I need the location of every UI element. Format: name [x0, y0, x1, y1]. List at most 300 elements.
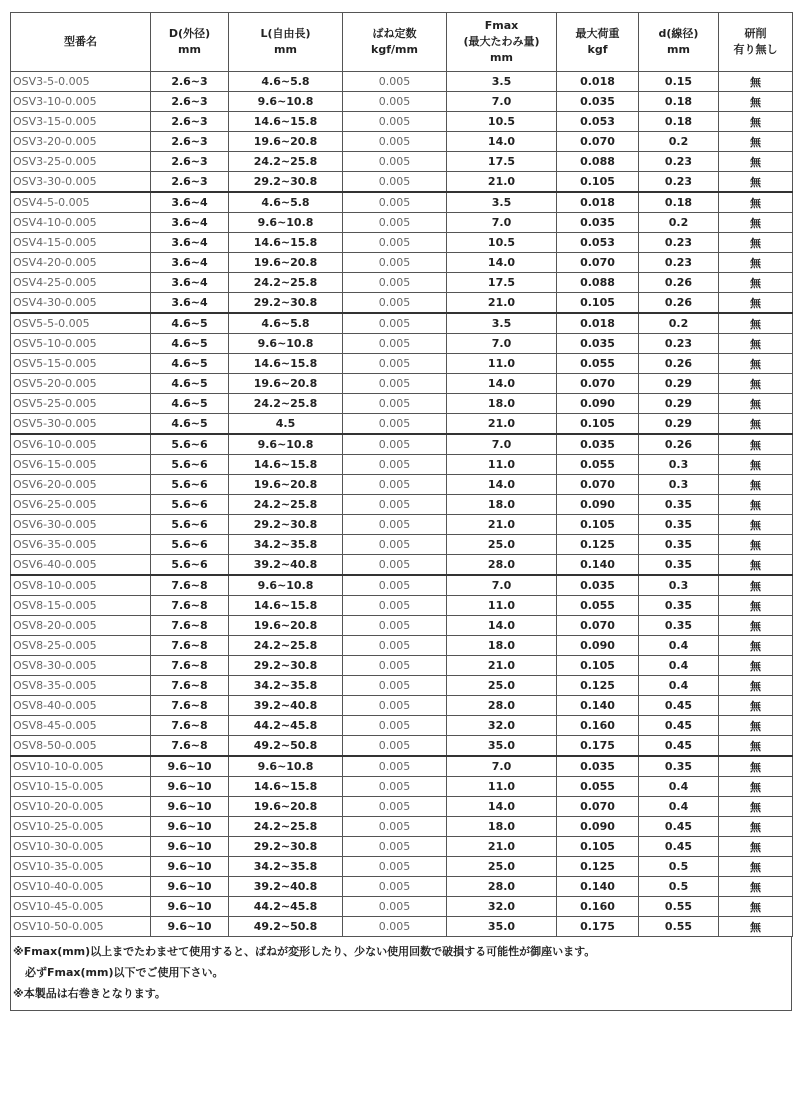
cell-wire-diameter: 0.23 [639, 253, 719, 273]
cell-max-load: 0.018 [557, 192, 639, 213]
cell-outer-diameter: 3.6~4 [151, 213, 229, 233]
table-row [11, 394, 793, 414]
cell-max-load: 0.035 [557, 434, 639, 455]
cell-max-load: 0.090 [557, 636, 639, 656]
cell-grinding: 無 [719, 817, 793, 837]
cell-fmax: 17.5 [447, 152, 557, 172]
cell-fmax: 21.0 [447, 172, 557, 193]
cell-grinding: 無 [719, 636, 793, 656]
cell-wire-diameter: 0.2 [639, 132, 719, 152]
cell-wire-diameter: 0.45 [639, 736, 719, 757]
cell-wire-diameter: 0.2 [639, 213, 719, 233]
cell-spring-rate: 0.005 [343, 172, 447, 193]
cell-spring-rate: 0.005 [343, 92, 447, 112]
table-row [11, 233, 793, 253]
cell-model: OSV5-25-0.005 [11, 394, 151, 414]
cell-grinding: 無 [719, 92, 793, 112]
cell-grinding: 無 [719, 596, 793, 616]
cell-grinding: 無 [719, 736, 793, 757]
header-free-length-line: mm [274, 43, 297, 56]
table-row [11, 756, 793, 777]
cell-free-length: 9.6~10.8 [229, 213, 343, 233]
cell-free-length: 9.6~10.8 [229, 92, 343, 112]
cell-free-length: 14.6~15.8 [229, 354, 343, 374]
cell-grinding: 無 [719, 676, 793, 696]
cell-free-length: 4.5 [229, 414, 343, 435]
cell-outer-diameter: 7.6~8 [151, 736, 229, 757]
cell-spring-rate: 0.005 [343, 112, 447, 132]
header-spring-rate [343, 13, 447, 72]
cell-outer-diameter: 9.6~10 [151, 857, 229, 877]
header-model-line: 型番名 [64, 35, 97, 48]
cell-max-load: 0.105 [557, 656, 639, 676]
cell-grinding: 無 [719, 273, 793, 293]
header-fmax-line: (最大たわみ量) [463, 35, 540, 48]
header-fmax-line: mm [490, 51, 513, 64]
cell-fmax: 11.0 [447, 777, 557, 797]
table-row [11, 192, 793, 213]
cell-wire-diameter: 0.15 [639, 72, 719, 92]
cell-free-length: 19.6~20.8 [229, 797, 343, 817]
spring-spec-sheet [10, 12, 792, 1011]
cell-wire-diameter: 0.5 [639, 857, 719, 877]
cell-free-length: 49.2~50.8 [229, 736, 343, 757]
cell-max-load: 0.018 [557, 313, 639, 334]
header-wire-diameter [639, 13, 719, 72]
cell-spring-rate: 0.005 [343, 192, 447, 213]
cell-model: OSV8-20-0.005 [11, 616, 151, 636]
cell-free-length: 24.2~25.8 [229, 152, 343, 172]
cell-wire-diameter: 0.55 [639, 917, 719, 937]
cell-max-load: 0.088 [557, 152, 639, 172]
cell-max-load: 0.035 [557, 575, 639, 596]
table-row [11, 515, 793, 535]
cell-spring-rate: 0.005 [343, 313, 447, 334]
cell-free-length: 9.6~10.8 [229, 575, 343, 596]
table-row [11, 132, 793, 152]
cell-fmax: 25.0 [447, 535, 557, 555]
cell-grinding: 無 [719, 877, 793, 897]
cell-model: OSV8-30-0.005 [11, 656, 151, 676]
cell-fmax: 18.0 [447, 636, 557, 656]
cell-spring-rate: 0.005 [343, 676, 447, 696]
cell-grinding: 無 [719, 132, 793, 152]
cell-spring-rate: 0.005 [343, 394, 447, 414]
header-max-load-line: kgf [587, 43, 608, 56]
cell-grinding: 無 [719, 152, 793, 172]
cell-grinding: 無 [719, 756, 793, 777]
table-row [11, 676, 793, 696]
cell-model: OSV5-5-0.005 [11, 313, 151, 334]
cell-max-load: 0.105 [557, 172, 639, 193]
cell-fmax: 32.0 [447, 716, 557, 736]
cell-outer-diameter: 3.6~4 [151, 273, 229, 293]
cell-spring-rate: 0.005 [343, 797, 447, 817]
table-row [11, 72, 793, 92]
cell-spring-rate: 0.005 [343, 656, 447, 676]
cell-model: OSV4-15-0.005 [11, 233, 151, 253]
cell-fmax: 14.0 [447, 374, 557, 394]
cell-spring-rate: 0.005 [343, 716, 447, 736]
cell-model: OSV10-25-0.005 [11, 817, 151, 837]
cell-free-length: 4.6~5.8 [229, 313, 343, 334]
table-row [11, 616, 793, 636]
table-row [11, 857, 793, 877]
cell-wire-diameter: 0.35 [639, 535, 719, 555]
header-spring-rate-line: ばね定数 [372, 27, 417, 40]
cell-spring-rate: 0.005 [343, 293, 447, 314]
table-row [11, 475, 793, 495]
table-row [11, 172, 793, 193]
table-row [11, 374, 793, 394]
cell-grinding: 無 [719, 897, 793, 917]
table-row [11, 293, 793, 314]
cell-fmax: 21.0 [447, 293, 557, 314]
cell-fmax: 7.0 [447, 92, 557, 112]
cell-model: OSV6-20-0.005 [11, 475, 151, 495]
cell-wire-diameter: 0.3 [639, 475, 719, 495]
cell-spring-rate: 0.005 [343, 515, 447, 535]
cell-spring-rate: 0.005 [343, 374, 447, 394]
cell-free-length: 19.6~20.8 [229, 253, 343, 273]
cell-max-load: 0.140 [557, 877, 639, 897]
cell-spring-rate: 0.005 [343, 575, 447, 596]
header-outer-diameter-line: mm [178, 43, 201, 56]
cell-wire-diameter: 0.3 [639, 575, 719, 596]
cell-wire-diameter: 0.4 [639, 636, 719, 656]
table-row [11, 897, 793, 917]
cell-wire-diameter: 0.4 [639, 797, 719, 817]
cell-grinding: 無 [719, 495, 793, 515]
cell-fmax: 3.5 [447, 313, 557, 334]
cell-model: OSV8-10-0.005 [11, 575, 151, 596]
cell-outer-diameter: 5.6~6 [151, 434, 229, 455]
cell-max-load: 0.035 [557, 213, 639, 233]
table-row [11, 112, 793, 132]
cell-fmax: 25.0 [447, 857, 557, 877]
cell-max-load: 0.175 [557, 736, 639, 757]
cell-max-load: 0.090 [557, 394, 639, 414]
cell-outer-diameter: 2.6~3 [151, 72, 229, 92]
cell-grinding: 無 [719, 837, 793, 857]
cell-wire-diameter: 0.18 [639, 192, 719, 213]
cell-free-length: 49.2~50.8 [229, 917, 343, 937]
cell-fmax: 7.0 [447, 575, 557, 596]
cell-outer-diameter: 4.6~5 [151, 354, 229, 374]
cell-free-length: 39.2~40.8 [229, 696, 343, 716]
table-row [11, 917, 793, 937]
header-free-length-line: L(自由長) [260, 27, 311, 40]
cell-fmax: 11.0 [447, 354, 557, 374]
cell-max-load: 0.105 [557, 293, 639, 314]
cell-max-load: 0.055 [557, 455, 639, 475]
cell-grinding: 無 [719, 575, 793, 596]
cell-outer-diameter: 2.6~3 [151, 132, 229, 152]
cell-outer-diameter: 7.6~8 [151, 716, 229, 736]
cell-outer-diameter: 5.6~6 [151, 455, 229, 475]
cell-outer-diameter: 4.6~5 [151, 394, 229, 414]
cell-free-length: 34.2~35.8 [229, 676, 343, 696]
cell-free-length: 24.2~25.8 [229, 495, 343, 515]
cell-fmax: 28.0 [447, 555, 557, 576]
cell-grinding: 無 [719, 656, 793, 676]
header-wire-diameter-line: d(線径) [658, 27, 699, 40]
cell-spring-rate: 0.005 [343, 72, 447, 92]
cell-outer-diameter: 4.6~5 [151, 313, 229, 334]
cell-wire-diameter: 0.26 [639, 354, 719, 374]
cell-free-length: 24.2~25.8 [229, 636, 343, 656]
cell-outer-diameter: 7.6~8 [151, 616, 229, 636]
cell-outer-diameter: 2.6~3 [151, 172, 229, 193]
cell-free-length: 34.2~35.8 [229, 857, 343, 877]
cell-wire-diameter: 0.18 [639, 112, 719, 132]
cell-max-load: 0.125 [557, 857, 639, 877]
cell-model: OSV10-45-0.005 [11, 897, 151, 917]
cell-outer-diameter: 4.6~5 [151, 374, 229, 394]
cell-wire-diameter: 0.45 [639, 696, 719, 716]
cell-max-load: 0.105 [557, 837, 639, 857]
cell-fmax: 21.0 [447, 414, 557, 435]
cell-model: OSV6-40-0.005 [11, 555, 151, 576]
cell-spring-rate: 0.005 [343, 434, 447, 455]
cell-wire-diameter: 0.4 [639, 777, 719, 797]
cell-spring-rate: 0.005 [343, 132, 447, 152]
cell-max-load: 0.070 [557, 253, 639, 273]
cell-outer-diameter: 7.6~8 [151, 676, 229, 696]
cell-grinding: 無 [719, 334, 793, 354]
cell-free-length: 29.2~30.8 [229, 837, 343, 857]
cell-max-load: 0.055 [557, 777, 639, 797]
cell-spring-rate: 0.005 [343, 817, 447, 837]
cell-max-load: 0.035 [557, 92, 639, 112]
cell-fmax: 14.0 [447, 253, 557, 273]
cell-model: OSV3-25-0.005 [11, 152, 151, 172]
cell-grinding: 無 [719, 172, 793, 193]
cell-max-load: 0.070 [557, 797, 639, 817]
cell-model: OSV4-30-0.005 [11, 293, 151, 314]
cell-model: OSV3-20-0.005 [11, 132, 151, 152]
cell-free-length: 19.6~20.8 [229, 132, 343, 152]
cell-outer-diameter: 9.6~10 [151, 756, 229, 777]
cell-max-load: 0.140 [557, 696, 639, 716]
cell-max-load: 0.070 [557, 132, 639, 152]
cell-model: OSV5-15-0.005 [11, 354, 151, 374]
cell-free-length: 9.6~10.8 [229, 756, 343, 777]
cell-model: OSV10-35-0.005 [11, 857, 151, 877]
cell-fmax: 14.0 [447, 797, 557, 817]
table-row [11, 434, 793, 455]
cell-wire-diameter: 0.35 [639, 756, 719, 777]
table-header [11, 13, 793, 72]
cell-grinding: 無 [719, 857, 793, 877]
cell-free-length: 14.6~15.8 [229, 777, 343, 797]
cell-grinding: 無 [719, 112, 793, 132]
cell-model: OSV3-10-0.005 [11, 92, 151, 112]
cell-model: OSV8-45-0.005 [11, 716, 151, 736]
cell-wire-diameter: 0.45 [639, 716, 719, 736]
cell-model: OSV6-15-0.005 [11, 455, 151, 475]
cell-wire-diameter: 0.55 [639, 897, 719, 917]
cell-spring-rate: 0.005 [343, 857, 447, 877]
cell-max-load: 0.035 [557, 756, 639, 777]
table-row [11, 656, 793, 676]
cell-model: OSV8-25-0.005 [11, 636, 151, 656]
table-row [11, 313, 793, 334]
note-winding: ※本製品は右巻きとなります。 [13, 987, 166, 1000]
cell-model: OSV4-5-0.005 [11, 192, 151, 213]
cell-fmax: 25.0 [447, 676, 557, 696]
cell-outer-diameter: 4.6~5 [151, 334, 229, 354]
cell-max-load: 0.125 [557, 535, 639, 555]
header-model [11, 13, 151, 72]
cell-outer-diameter: 9.6~10 [151, 877, 229, 897]
cell-free-length: 4.6~5.8 [229, 192, 343, 213]
cell-max-load: 0.053 [557, 233, 639, 253]
cell-model: OSV10-20-0.005 [11, 797, 151, 817]
header-wire-diameter-line: mm [667, 43, 690, 56]
cell-grinding: 無 [719, 233, 793, 253]
cell-model: OSV10-30-0.005 [11, 837, 151, 857]
cell-outer-diameter: 5.6~6 [151, 495, 229, 515]
cell-spring-rate: 0.005 [343, 233, 447, 253]
header-max-load [557, 13, 639, 72]
cell-grinding: 無 [719, 797, 793, 817]
cell-free-length: 14.6~15.8 [229, 233, 343, 253]
table-row [11, 334, 793, 354]
cell-fmax: 3.5 [447, 72, 557, 92]
cell-fmax: 11.0 [447, 455, 557, 475]
table-row [11, 253, 793, 273]
cell-fmax: 14.0 [447, 475, 557, 495]
cell-model: OSV3-15-0.005 [11, 112, 151, 132]
table-row [11, 636, 793, 656]
header-grinding-line: 研削 [744, 27, 767, 40]
cell-free-length: 14.6~15.8 [229, 455, 343, 475]
header-grinding [719, 13, 793, 72]
cell-fmax: 11.0 [447, 596, 557, 616]
header-free-length [229, 13, 343, 72]
cell-free-length: 9.6~10.8 [229, 334, 343, 354]
cell-fmax: 21.0 [447, 837, 557, 857]
table-row [11, 716, 793, 736]
notes-section [10, 937, 792, 1011]
cell-grinding: 無 [719, 394, 793, 414]
cell-grinding: 無 [719, 515, 793, 535]
cell-spring-rate: 0.005 [343, 897, 447, 917]
header-outer-diameter [151, 13, 229, 72]
cell-free-length: 34.2~35.8 [229, 535, 343, 555]
cell-fmax: 35.0 [447, 917, 557, 937]
cell-outer-diameter: 3.6~4 [151, 192, 229, 213]
cell-spring-rate: 0.005 [343, 495, 447, 515]
cell-free-length: 24.2~25.8 [229, 817, 343, 837]
header-grinding-line: 有り無し [733, 43, 778, 56]
cell-outer-diameter: 5.6~6 [151, 515, 229, 535]
cell-outer-diameter: 9.6~10 [151, 817, 229, 837]
header-fmax-line: Fmax [484, 19, 519, 32]
cell-outer-diameter: 7.6~8 [151, 656, 229, 676]
cell-grinding: 無 [719, 777, 793, 797]
table-row [11, 213, 793, 233]
cell-wire-diameter: 0.45 [639, 817, 719, 837]
cell-free-length: 4.6~5.8 [229, 72, 343, 92]
table-row [11, 736, 793, 757]
header-max-load-line: 最大荷重 [575, 27, 620, 40]
table-row [11, 797, 793, 817]
cell-outer-diameter: 9.6~10 [151, 777, 229, 797]
cell-free-length: 9.6~10.8 [229, 434, 343, 455]
cell-model: OSV4-25-0.005 [11, 273, 151, 293]
cell-fmax: 28.0 [447, 877, 557, 897]
cell-model: OSV4-20-0.005 [11, 253, 151, 273]
cell-grinding: 無 [719, 293, 793, 314]
cell-outer-diameter: 4.6~5 [151, 414, 229, 435]
table-row [11, 575, 793, 596]
cell-fmax: 35.0 [447, 736, 557, 757]
table-row [11, 555, 793, 576]
cell-grinding: 無 [719, 213, 793, 233]
cell-spring-rate: 0.005 [343, 877, 447, 897]
header-fmax [447, 13, 557, 72]
cell-grinding: 無 [719, 696, 793, 716]
cell-free-length: 19.6~20.8 [229, 475, 343, 495]
cell-wire-diameter: 0.5 [639, 877, 719, 897]
table-row [11, 696, 793, 716]
cell-outer-diameter: 7.6~8 [151, 636, 229, 656]
cell-grinding: 無 [719, 616, 793, 636]
cell-model: OSV8-35-0.005 [11, 676, 151, 696]
cell-fmax: 7.0 [447, 334, 557, 354]
cell-model: OSV4-10-0.005 [11, 213, 151, 233]
cell-wire-diameter: 0.35 [639, 515, 719, 535]
cell-outer-diameter: 2.6~3 [151, 92, 229, 112]
cell-free-length: 24.2~25.8 [229, 273, 343, 293]
cell-grinding: 無 [719, 72, 793, 92]
table-row [11, 535, 793, 555]
cell-spring-rate: 0.005 [343, 152, 447, 172]
cell-fmax: 17.5 [447, 273, 557, 293]
cell-model: OSV5-10-0.005 [11, 334, 151, 354]
table-row [11, 817, 793, 837]
cell-wire-diameter: 0.23 [639, 233, 719, 253]
cell-fmax: 7.0 [447, 434, 557, 455]
cell-max-load: 0.035 [557, 334, 639, 354]
cell-fmax: 21.0 [447, 656, 557, 676]
cell-model: OSV6-35-0.005 [11, 535, 151, 555]
cell-spring-rate: 0.005 [343, 756, 447, 777]
table-row [11, 152, 793, 172]
cell-outer-diameter: 5.6~6 [151, 555, 229, 576]
table-row [11, 837, 793, 857]
cell-model: OSV8-50-0.005 [11, 736, 151, 757]
table-row [11, 273, 793, 293]
cell-wire-diameter: 0.45 [639, 837, 719, 857]
cell-model: OSV6-10-0.005 [11, 434, 151, 455]
cell-wire-diameter: 0.26 [639, 273, 719, 293]
cell-grinding: 無 [719, 434, 793, 455]
cell-outer-diameter: 5.6~6 [151, 535, 229, 555]
table-row [11, 414, 793, 435]
cell-fmax: 18.0 [447, 394, 557, 414]
cell-model: OSV6-25-0.005 [11, 495, 151, 515]
cell-free-length: 19.6~20.8 [229, 616, 343, 636]
cell-max-load: 0.125 [557, 676, 639, 696]
cell-model: OSV10-40-0.005 [11, 877, 151, 897]
cell-max-load: 0.090 [557, 817, 639, 837]
table-row [11, 596, 793, 616]
cell-max-load: 0.160 [557, 897, 639, 917]
cell-outer-diameter: 9.6~10 [151, 797, 229, 817]
